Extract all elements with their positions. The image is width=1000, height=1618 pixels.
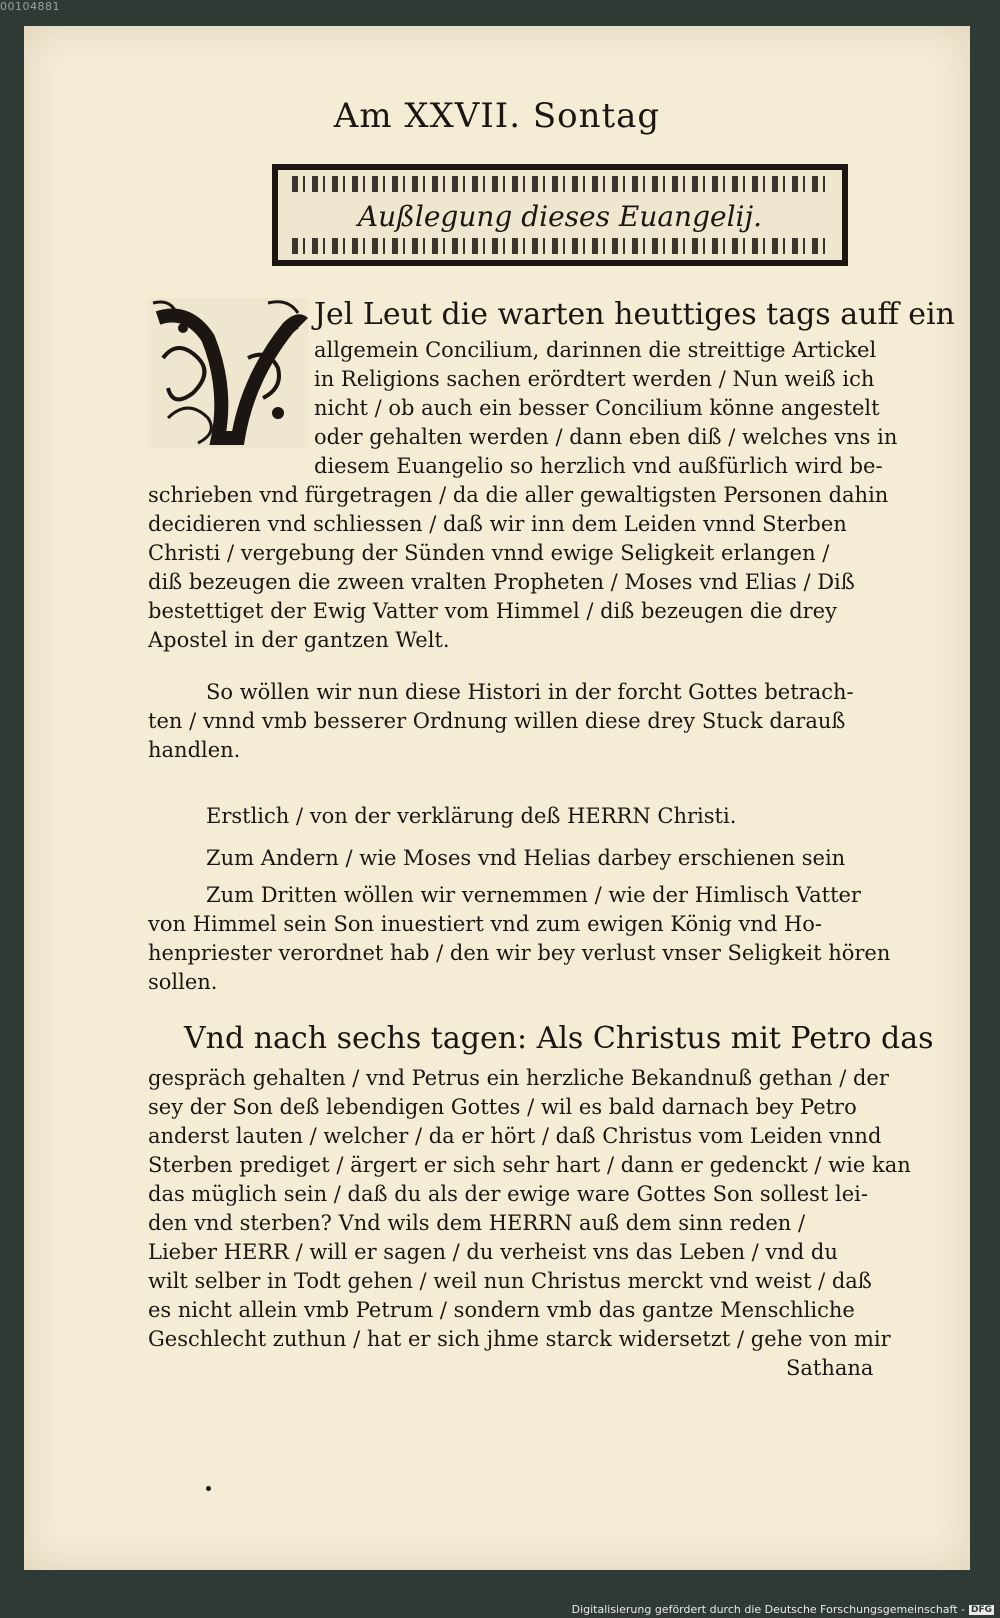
text-line: So wöllen wir nun diese Histori in der forcht Gottes betrach-: [206, 680, 854, 704]
text-line: den vnd sterben? Vnd wils dem HERRN auß dem sinn reden /: [148, 1211, 806, 1235]
book-page: [24, 26, 970, 1570]
ornamental-title-frame: [272, 164, 848, 266]
decorated-initial-letter: [148, 298, 308, 448]
text-line: Jel Leut die warten heuttiges tags auff ein: [314, 297, 955, 332]
text-line: handlen.: [148, 738, 241, 762]
ornament-border-bottom: [292, 238, 828, 254]
text-line: diesem Euangelio so herzlich vnd außfürlich wird be-: [314, 454, 883, 478]
catchword: Sathana: [786, 1356, 874, 1380]
text-line: bestettiget der Ewig Vatter vom Himmel / diß bezeugen die drey: [148, 599, 837, 623]
text-line: schrieben vnd fürgetragen / da die aller gewaltigsten Personen dahin: [148, 483, 889, 507]
text-line: Apostel in der gantzen Welt.: [148, 628, 450, 652]
scan-identifier: 00104881: [0, 0, 60, 13]
initial-v-ornament: [148, 298, 308, 448]
text-line: decidieren vnd schliessen / daß wir inn dem Leiden vnnd Sterben: [148, 512, 847, 536]
text-line: Christi / vergebung der Sünden vnnd ewige Seligkeit erlangen /: [148, 541, 830, 565]
text-line: ten / vnnd vmb besserer Ordnung willen diese drey Stuck darauß: [148, 709, 846, 733]
text-line: Geschlecht zuthun / hat er sich jhme starck widersetzt / gehe von mir: [148, 1327, 891, 1351]
text-line: allgemein Concilium, darinnen die streittige Artickel: [314, 338, 877, 362]
text-line: Zum Dritten wöllen wir vernemmen / wie der Himlisch Vatter: [206, 883, 861, 907]
text-line: nicht / ob auch ein besser Concilium könne angestelt: [314, 396, 880, 420]
digitization-footer: [572, 1603, 994, 1616]
section-title: Außlegung dieses Euangelij.: [357, 200, 763, 233]
text-line: sey der Son deß lebendigen Gottes / wil es bald darnach bey Petro: [148, 1095, 857, 1119]
text-line: wilt selber in Todt gehen / weil nun Christus merckt vnd weist / daß: [148, 1269, 872, 1293]
text-line: oder gehalten werden / dann eben diß / welches vns in: [314, 425, 898, 449]
text-line: sollen.: [148, 970, 218, 994]
text-line: in Religions sachen erördtert werden / Nun weiß ich: [314, 367, 875, 391]
text-line: Lieber HERR / will er sagen / du verheist vns das Leben / vnd du: [148, 1240, 838, 1264]
text-line: das müglich sein / daß du als der ewige ware Gottes Son sollest lei-: [148, 1182, 868, 1206]
text-line: Sterben prediget / ärgert er sich sehr hart / dann er gedenckt / wie kan: [148, 1153, 911, 1177]
dfg-logo: DFG: [970, 1604, 992, 1615]
text-line: diß bezeugen die zween vralten Propheten / Moses vnd Elias / Diß: [148, 570, 855, 594]
text-line: von Himmel sein Son inuestiert vnd zum ewigen König vnd Ho-: [148, 912, 822, 936]
text-line: es nicht allein vmb Petrum / sondern vmb das gantze Menschliche: [148, 1298, 855, 1322]
text-line: anderst lauten / welcher / da er hört / daß Christus vom Leiden vnnd: [148, 1124, 882, 1148]
ink-dot: [206, 1486, 211, 1491]
point-2: Zum Andern / wie Moses vnd Helias darbey erschienen sein: [206, 846, 846, 870]
ornament-border-top: [292, 176, 828, 192]
point-1: Erstlich / von der verklärung deß HERRN Christi.: [206, 804, 737, 828]
page-header: Am XXVII. Sontag: [333, 96, 661, 136]
text-line: henpriester verordnet hab / den wir bey verlust vnser Seligkeit hören: [148, 941, 891, 965]
text-line: gespräch gehalten / vnd Petrus ein herzliche Bekandnuß gethan / der: [148, 1066, 889, 1090]
footer-text: Digitalisierung gefördert durch die Deutsche Forschungsgemeinschaft -: [571, 1603, 965, 1616]
paragraph-lead: Vnd nach sechs tagen: Als Christus mit Petro das: [184, 1021, 934, 1056]
